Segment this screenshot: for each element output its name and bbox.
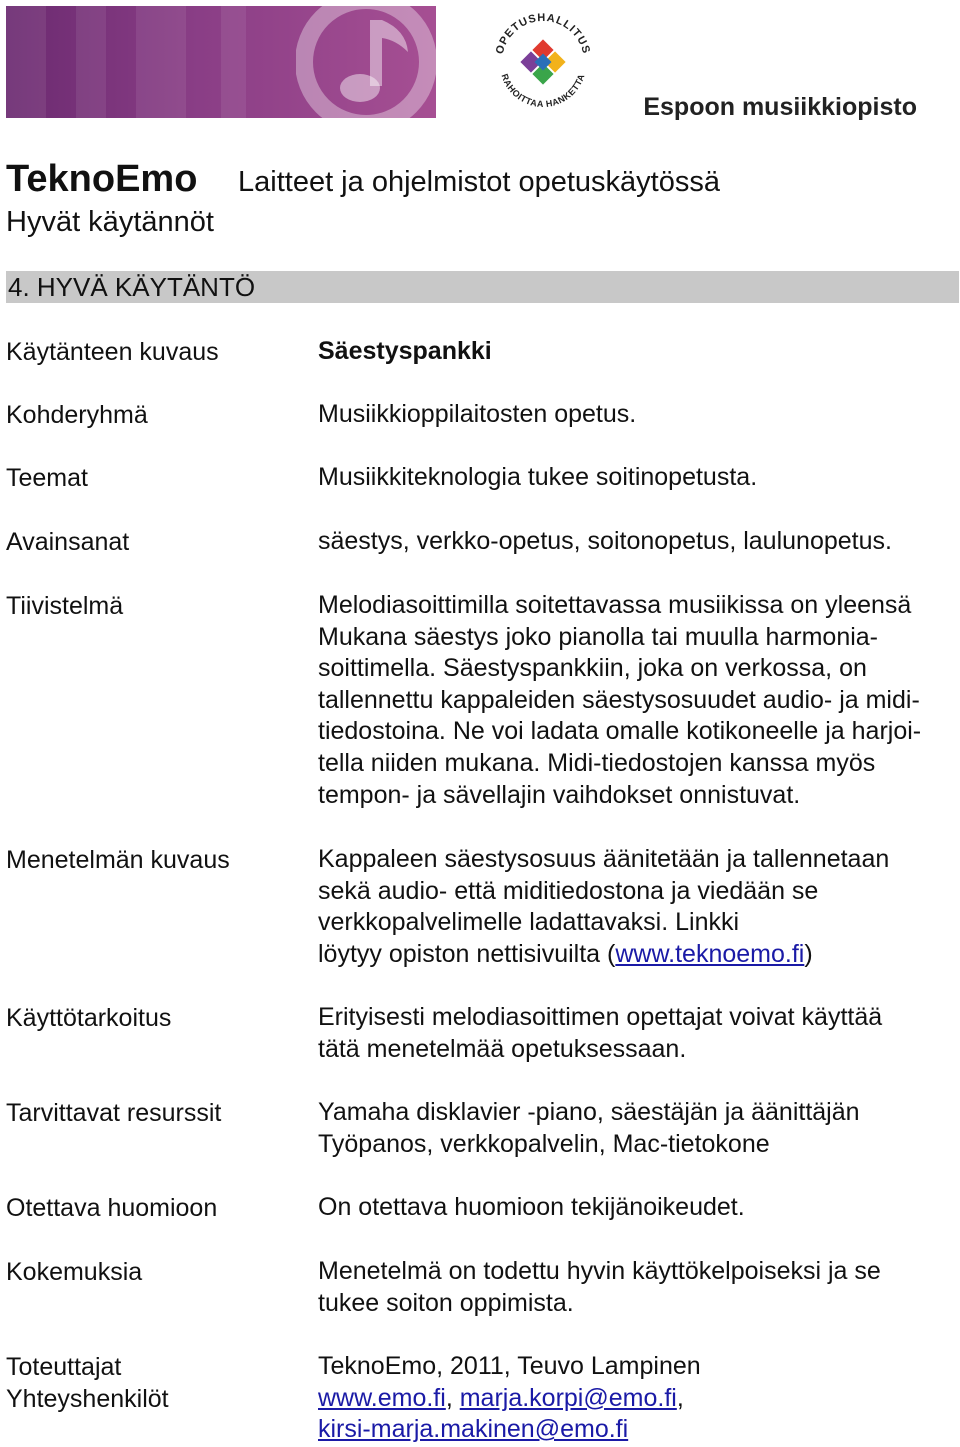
text-line: Kappaleen säestysosuus äänitetään ja tallennetaan (318, 845, 890, 873)
value-kayttotarkoitus (318, 1002, 953, 1065)
document-subtitle-line2: Hyvät käytännöt (6, 206, 214, 238)
teknoemo-link[interactable]: www.teknoemo.fi (615, 939, 805, 968)
svg-text:RAHOITTAA HANKETTA: RAHOITTAA HANKETTA (499, 72, 587, 110)
school-name: Espoon musiikkiopisto (643, 93, 917, 121)
label-kaytanteen-kuvaus: Käytänteen kuvaus (6, 338, 219, 366)
document-title: TeknoEmo (6, 158, 198, 200)
value-kaytanteen-kuvaus: Säestyspankki (318, 337, 492, 365)
music-note-icon (296, 6, 436, 118)
text-line (318, 939, 953, 971)
text-line: soittimella. Säestyspankkiin, joka on verkossa, on (318, 654, 867, 683)
label-kokemuksia: Kokemuksia (6, 1258, 143, 1286)
email-link-kirsi-marja-makinen[interactable]: kirsi-marja.makinen@emo.fi (318, 1415, 629, 1444)
text-line: tukee soiton oppimista. (318, 1288, 574, 1317)
text-line: tempon- ja sävellajin vaihdokset onnistuvat. (318, 780, 801, 809)
text-line: tätä menetelmää opetuksessaan. (318, 1034, 687, 1063)
value-tiivistelma (318, 590, 953, 811)
label-toteuttajat: Toteuttajat (6, 1353, 122, 1381)
text-line: Erityisesti melodiasoittimen opettajat voivat käyttää (318, 1003, 883, 1031)
separator: , (445, 1383, 460, 1412)
label-menetelman-kuvaus: Menetelmän kuvaus (6, 846, 230, 874)
text-line: Työpanos, verkkopalvelin, Mac-tietokone (318, 1129, 770, 1158)
opetushallitus-seal-logo (488, 4, 598, 114)
header-banner-image (6, 6, 436, 118)
section-heading: 4. HYVÄ KÄYTÄNTÖ (6, 271, 959, 303)
label-teemat: Teemat (6, 464, 88, 492)
value-tarvittavat-resurssit (318, 1097, 953, 1160)
label-otettava-huomioon: Otettava huomioon (6, 1194, 218, 1222)
text-line: Mukana säestys joko pianolla tai muulla harmonia- (318, 622, 879, 651)
text-line: tella niiden mukana. Midi-tiedostojen kanssa myös (318, 748, 876, 777)
separator: , (676, 1383, 684, 1412)
contact-links-line (318, 1414, 953, 1446)
label-kohderyhma: Kohderyhmä (6, 401, 148, 429)
value-toteuttajat (318, 1351, 953, 1446)
value-kokemuksia (318, 1256, 953, 1319)
text-line: Yamaha disklavier -piano, säestäjän ja äänittäjän (318, 1098, 860, 1126)
document-subtitle: Laitteet ja ohjelmistot opetuskäytössä (238, 166, 720, 198)
label-avainsanat: Avainsanat (6, 528, 130, 556)
text-fragment: ) (804, 939, 813, 968)
value-avainsanat: säestys, verkko-opetus, soitonopetus, laulunopetus. (318, 527, 892, 555)
svg-text:OPETUSHALLITUS: OPETUSHALLITUS (493, 11, 593, 56)
text-line: Melodiasoittimilla soitettavassa musiikissa on yleensä (318, 591, 912, 619)
text-line: tallennettu kappaleiden säestysosuudet audio- ja midi- (318, 685, 920, 714)
text-line: Menetelmä on todettu hyvin käyttökelpoiseksi ja se (318, 1257, 881, 1285)
text-fragment: löytyy opiston nettisivuilta ( (318, 939, 616, 968)
label-yhteyshenkilot: Yhteyshenkilöt (6, 1385, 169, 1413)
value-teemat: Musiikkiteknologia tukee soitinopetusta. (318, 463, 758, 491)
email-link-marja-korpi[interactable]: marja.korpi@emo.fi (459, 1383, 677, 1412)
text-line: TeknoEmo, 2011, Teuvo Lampinen (318, 1352, 701, 1380)
text-line: sekä audio- että miditiedostona ja viedään se (318, 876, 819, 905)
value-otettava-huomioon: On otettava huomioon tekijänoikeudet. (318, 1193, 745, 1221)
contact-links-line (318, 1383, 953, 1415)
label-tiivistelma: Tiivistelmä (6, 592, 124, 620)
label-tarvittavat-resurssit: Tarvittavat resurssit (6, 1099, 222, 1127)
text-line: tiedostoina. Ne voi ladata omalle kotikoneelle ja harjoi- (318, 717, 922, 746)
label-kayttotarkoitus: Käyttötarkoitus (6, 1004, 172, 1032)
value-kohderyhma: Musiikkioppilaitosten opetus. (318, 400, 637, 428)
value-menetelman-kuvaus (318, 844, 953, 970)
emo-website-link[interactable]: www.emo.fi (318, 1383, 446, 1412)
text-line: verkkopalvelimelle ladattavaksi. Linkki (318, 908, 740, 937)
